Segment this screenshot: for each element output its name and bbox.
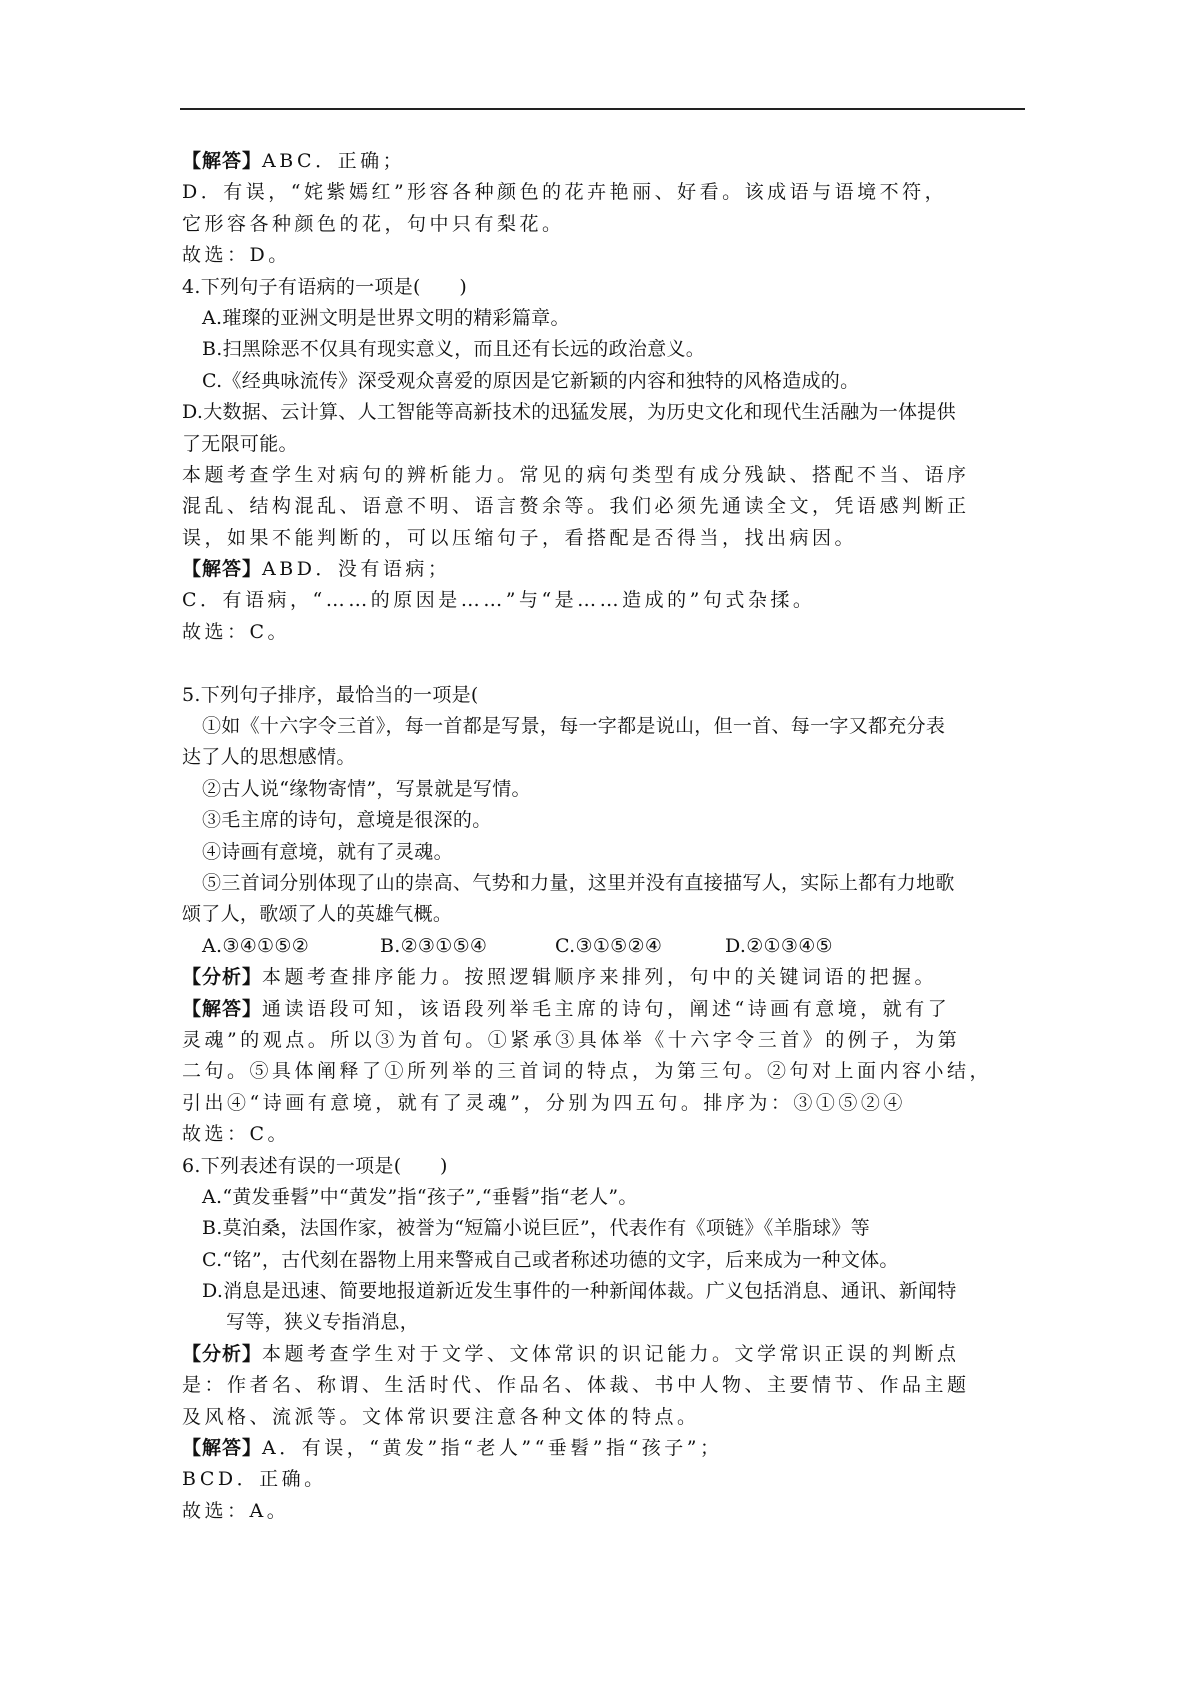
q6-option-d-line-1: D.消息是迅速、简要地报道新近发生事件的一种新闻体裁。广义包括消息、通讯、新闻特 <box>202 1280 957 1303</box>
q5-sentence-3: ③毛主席的诗句，意境是很深的。 <box>202 809 492 832</box>
answer-tag: 【解答】 <box>182 1437 263 1460</box>
q4-choice: 故选：C。 <box>182 620 291 643</box>
q6-bcd-line: BCD．正确。 <box>182 1468 327 1491</box>
q5-sentence-1-line-2: 达了人的思想感情。 <box>182 746 356 769</box>
answer-tag: 【解答】 <box>182 997 263 1020</box>
q6-analysis-line-2: 是：作者名、称谓、生活时代、作品名、体裁、书中人物、主要情节、作品主题 <box>182 1374 970 1397</box>
q5-options <box>182 931 1027 962</box>
q6-choice: 故选：A。 <box>182 1499 290 1522</box>
q5-answer-line-4: 引出④“诗画有意境，就有了灵魂”，分别为四五句。排序为：③①⑤②④ <box>182 1091 906 1114</box>
q5-option-c: C.③①⑤②④ <box>555 934 663 957</box>
q4-answer <box>182 554 1027 585</box>
q6-option-a: A.“黄发垂髫”中“黄发”指“孩子”,“垂髫”指“老人”。 <box>202 1185 638 1208</box>
q5-sentence-2: ②古人说“缘物寄情”，写景就是写情。 <box>202 777 531 800</box>
q5-answer-line-3: 二句。⑤具体阐释了①所列举的三首词的特点，为第三句。②句对上面内容小结， <box>182 1060 993 1083</box>
q6-option-b: B.莫泊桑，法国作家，被誉为“短篇小说巨匠”，代表作有《项链》《羊脂球》等 <box>202 1217 871 1240</box>
q3-answer <box>182 146 1027 177</box>
q5-option-d: D.②①③④⑤ <box>725 934 833 957</box>
q6-stem: 6.下列表述有误的一项是( ) <box>182 1154 448 1177</box>
q4-analysis-line-2: 混乱、结构混乱、语意不明、语言赘余等。我们必须先通读全文，凭语感判断正 <box>182 495 970 518</box>
answer-text: ABC．正确； <box>262 150 406 172</box>
analysis-tag: 【分析】 <box>182 1342 263 1365</box>
q5-sentence-1-line-1: ①如《十六字令三首》，每一首都是写景，每一字都是说山，但一首、每一字又都充分表 <box>202 715 946 738</box>
q5-analysis <box>182 962 1027 993</box>
header-rule <box>180 108 1025 110</box>
analysis-tag: 【分析】 <box>182 966 263 989</box>
q5-sentence-5-line-2: 颂了人，歌颂了人的英雄气概。 <box>182 903 453 926</box>
q4-c-line: C．有语病，“……的原因是……”与“是……造成的”句式杂揉。 <box>182 589 816 612</box>
q5-answer-line-2: 灵魂”的观点。所以③为首句。①紧承③具体举《十六字令三首》的例子，为第 <box>182 1028 961 1051</box>
q6-analysis-line-1 <box>182 1339 1027 1370</box>
q5-stem: 5.下列句子排序，最恰当的一项是( <box>182 683 479 706</box>
q5-sentence-5-line-1: ⑤三首词分别体现了山的崇高、气势和力量，这里并没有直接描写人，实际上都有力地歌 <box>202 871 955 894</box>
q4-analysis-line-3: 误，如果不能判断的，可以压缩句子，看搭配是否得当，找出病因。 <box>182 526 858 549</box>
q4-stem: 4.下列句子有语病的一项是( ) <box>182 275 468 298</box>
q4-option-d-line-1: D.大数据、云计算、人工智能等高新技术的迅猛发展，为历史文化和现代生活融为一体提供 <box>182 401 956 424</box>
q6-option-c: C.“铭”，古代刻在器物上用来警戒自己或者称述功德的文字，后来成为一种文体。 <box>202 1248 899 1271</box>
analysis-text: 本题考查排序能力。按照逻辑顺序来排列，句中的关键词语的把握。 <box>262 966 938 989</box>
q6-option-d-line-2: 写等，狭义专指消息， <box>226 1311 420 1334</box>
answer-text: 通读语段可知，该语段列举毛主席的诗句，阐述“诗画有意境，就有了 <box>262 997 951 1020</box>
q5-option-b: B.②③①⑤④ <box>380 934 488 957</box>
analysis-text: 本题考查学生对于文学、文体常识的识记能力。文学常识正误的判断点 <box>262 1342 960 1365</box>
q4-option-d-line-2: 了无限可能。 <box>182 432 298 455</box>
document-body <box>182 146 1027 1527</box>
q5-option-a: A.③④①⑤② <box>202 934 310 957</box>
q3-d-line-1: D．有误，“姹紫嫣红”形容各种颜色的花卉艳丽、好看。该成语与语境不符， <box>182 181 948 204</box>
q4-analysis-line-1: 本题考查学生对病句的辨析能力。常见的病句类型有成分残缺、搭配不当、语序 <box>182 463 970 486</box>
answer-text: A．有误，“黄发”指“老人”“垂髫”指“孩子”； <box>262 1437 723 1460</box>
q6-answer <box>182 1433 1027 1464</box>
q5-answer-line-1 <box>182 994 1027 1025</box>
q5-choice: 故选：C。 <box>182 1123 291 1146</box>
q5-sentence-4: ④诗画有意境，就有了灵魂。 <box>202 840 453 863</box>
q6-analysis-line-3: 及风格、流派等。文体常识要注意各种文体的特点。 <box>182 1405 700 1428</box>
q3-d-line-2: 它形容各种颜色的花，句中只有梨花。 <box>182 212 565 235</box>
q3-choice: 故选：D。 <box>182 244 291 267</box>
answer-tag: 【解答】 <box>182 558 263 581</box>
q4-option-b: B.扫黑除恶不仅具有现实意义，而且还有长远的政治意义。 <box>202 338 706 361</box>
q4-option-c: C.《经典咏流传》深受观众喜爱的原因是它新颖的内容和独特的风格造成的。 <box>202 369 860 392</box>
answer-text: ABD．没有语病； <box>262 558 451 581</box>
q4-option-a: A.璀璨的亚洲文明是世界文明的精彩篇章。 <box>202 306 570 329</box>
answer-tag: 【解答】 <box>182 150 263 172</box>
spacer <box>182 648 1027 679</box>
